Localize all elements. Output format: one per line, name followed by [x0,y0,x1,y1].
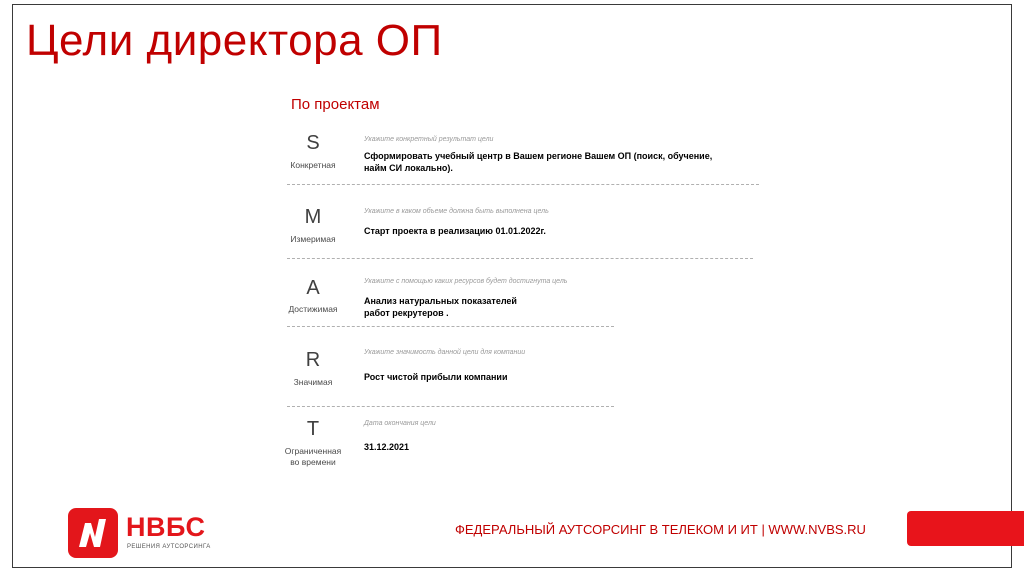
smart-value: Старт проекта в реализацию 01.01.2022г. [364,226,546,236]
row-divider [287,258,753,259]
slide-title: Цели директора ОП [26,16,443,65]
smart-label: Достижимая [288,304,338,314]
smart-letter: M [304,206,322,228]
row-divider [287,326,614,327]
smart-label: Ограниченная во времени [284,446,342,467]
smart-value: Рост чистой прибыли компании [364,372,508,382]
smart-hint: Укажите в каком объеме должна быть выполнена цель [364,208,549,215]
footer-accent-bar [907,511,1024,546]
footer-text: ФЕДЕРАЛЬНЫЙ АУТСОРСИНГ В ТЕЛЕКОМ И ИТ | WWW.NVBS.RU [455,522,866,537]
smart-letter: R [305,349,321,371]
logo-tagline: РЕШЕНИЯ АУТСОРСИНГА [127,544,211,550]
smart-letter: A [306,277,320,299]
smart-hint: Укажите конкретный результат цели [364,136,494,143]
smart-value: Сформировать учебный центр в Вашем регионе Вашем ОП (поиск, обучение, найм СИ локально). [364,151,713,173]
row-divider [287,406,614,407]
smart-hint: Укажите значимость данной цели для компании [364,349,526,356]
smart-label: Измеримая [290,234,336,244]
smart-hint: Укажите с помощью каких ресурсов будет достигнута цель [364,278,568,285]
smart-value: 31.12.2021 [364,442,410,452]
smart-label: Значимая [293,377,333,387]
row-divider [287,184,759,185]
logo-mark-icon [68,508,118,558]
smart-letter: T [306,418,320,440]
smart-letter: S [306,132,320,154]
slide-frame [12,4,1012,568]
logo-name: НВБС [126,512,206,542]
smart-label: Конкретная [290,160,336,170]
smart-hint: Дата окончания цели [364,420,436,427]
section-title: По проектам [291,96,380,113]
smart-value: Анализ натуральных показателей работ рекрутеров . [364,296,517,318]
